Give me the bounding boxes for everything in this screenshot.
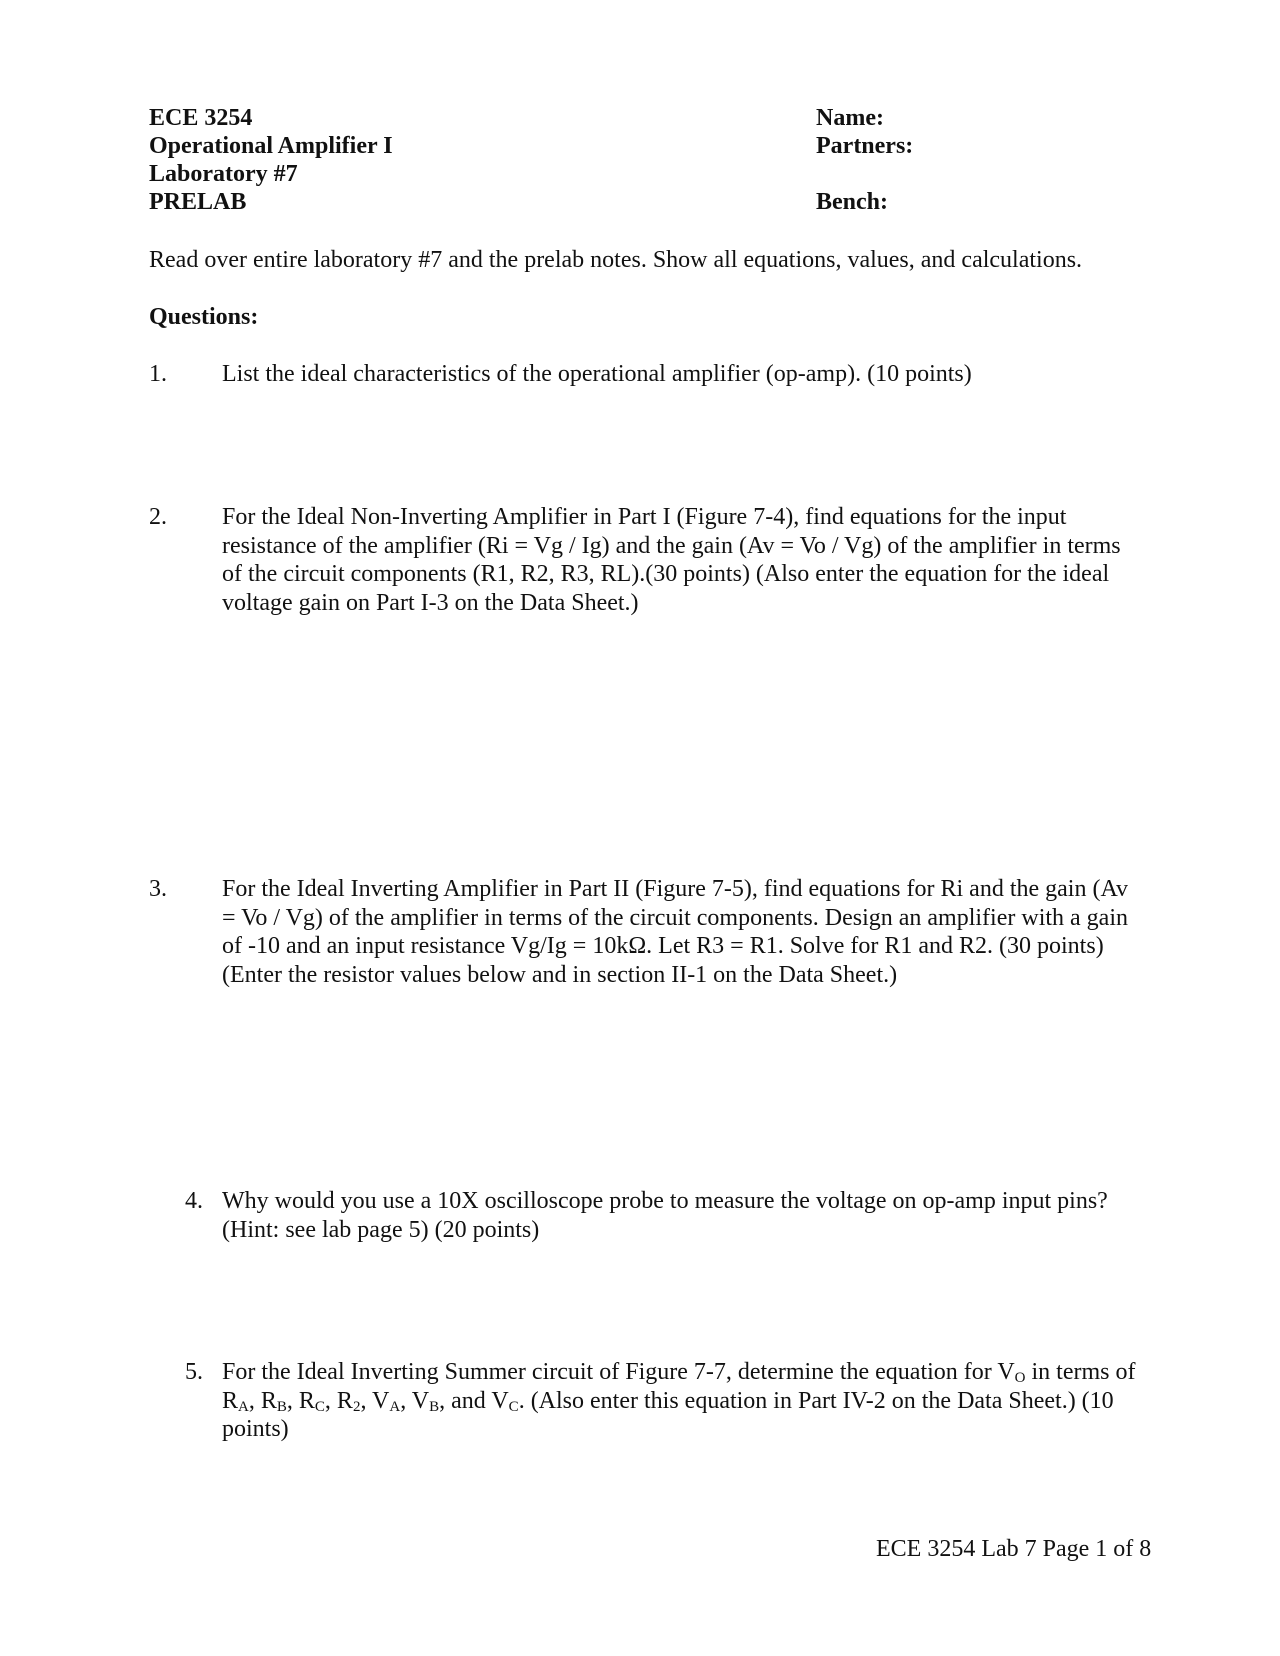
question-number: 5.	[185, 1359, 203, 1385]
question-number: 3.	[149, 876, 167, 902]
lab-title: Operational Amplifier I	[149, 133, 393, 159]
page-footer: ECE 3254 Lab 7 Page 1 of 8	[876, 1536, 1152, 1562]
question-number: 2.	[149, 504, 167, 530]
questions-heading: Questions:	[149, 304, 259, 330]
question-text: For the Ideal Inverting Amplifier in Part II (Figure 7-5), find equations for Ri and the gain (Av = Vo / Vg) of the amplifier in terms of the circuit components. Design an amplifier with a gain of -10 and an input resistance Vg/Ig = 10kΩ. Let R3 = R1. Solve for R1 and R2. (30 points) (Enter the resistor values below and in section II-1 on the Data Sheet.)	[222, 876, 1128, 988]
partners-label: Partners:	[816, 133, 914, 159]
lab-number: Laboratory #7	[149, 161, 298, 187]
question-text: List the ideal characteristics of the operational amplifier (op-amp). (10 points)	[222, 361, 972, 387]
bench-label: Bench:	[816, 189, 888, 215]
course-code: ECE 3254	[149, 105, 253, 131]
name-label: Name:	[816, 105, 884, 131]
question-text: For the Ideal Inverting Summer circuit of Figure 7-7, determine the equation for $V_O$ in terms of $R_A$, $R_B$, $R_C$, $R_2$, $V_A$, $V_B$, and $V_C$. (Also enter this equation in Part IV-2 on the Data Sheet.) (10 points)	[222, 1359, 1136, 1442]
question-text: Why would you use a 10X oscilloscope probe to measure the voltage on op-amp input pins? (Hint: see lab page 5) (20 points)	[222, 1188, 1108, 1243]
question-text: For the Ideal Non-Inverting Amplifier in Part I (Figure 7-4), find equations for the input resistance of the amplifier (Ri = Vg / Ig) and the gain (Av = Vo / Vg) of the amplifier in terms of the circuit components (R1, R2, R3, RL).(30 points) (Also enter the equation for the ideal voltage gain on Part I-3 on the Data Sheet.)	[222, 504, 1121, 616]
question-number: 4.	[185, 1188, 203, 1214]
instructions: Read over entire laboratory #7 and the prelab notes. Show all equations, values, and calculations.	[149, 247, 1083, 273]
doc-type: PRELAB	[149, 189, 247, 215]
question-number: 1.	[149, 361, 167, 387]
